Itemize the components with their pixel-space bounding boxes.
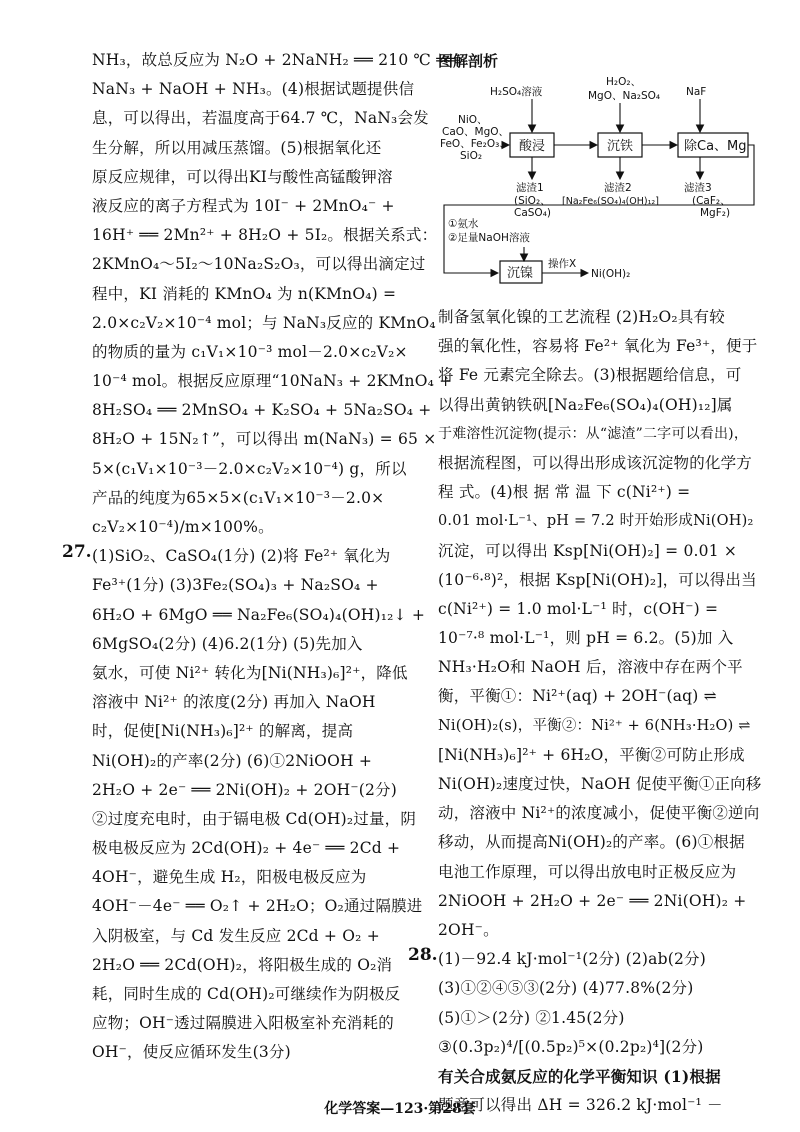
- text-line: 的物质的量为 c₁V₁×10⁻³ mol－2.0×c₂V₂×: [92, 342, 408, 361]
- text-line: Fe³⁺(1分) (3)3Fe₂(SO₄)₃ + Na₂SO₄ +: [92, 576, 379, 595]
- text-line: 产品的纯度为65×5×(c₁V₁×10⁻³－2.0×: [92, 488, 385, 507]
- text-line: 有关合成氨反应的化学平衡知识 (1)根据: [438, 1066, 721, 1086]
- text-line: 生分解，所以用减压蒸馏。(5)根据氧化还: [92, 138, 382, 157]
- question-number: 27.: [62, 542, 92, 563]
- text-line: NaN₃ + NaOH + NH₃。(4)根据试题提供信: [92, 80, 415, 99]
- residue3-line3: MgF₂): [700, 207, 731, 219]
- question-number: 28.: [408, 945, 438, 966]
- box-iron-label: 沉铁: [607, 139, 634, 154]
- text-line: c₂V₂×10⁻⁴)/m×100%。: [92, 518, 274, 536]
- text-line: (1)SiO₂、CaSO₄(1分) (2)将 Fe²⁺ 氧化为: [92, 547, 391, 566]
- text-line: c(Ni²⁺) = 1.0 mol·L⁻¹ 时，c(OH⁻) =: [438, 599, 719, 618]
- text-line: 2OH⁻。: [438, 920, 499, 939]
- text-line: 2H₂O + 2e⁻ ══ 2Ni(OH)₂ + 2OH⁻(2分): [92, 780, 397, 799]
- text-line: 2.0×c₂V₂×10⁻⁴ mol；与 NaN₃反应的 KMnO₄: [92, 313, 436, 332]
- text-line: 0.01 mol·L⁻¹、pH = 7.2 时开始形成Ni(OH)₂: [438, 513, 754, 530]
- text-line: 时，促使[Ni(NH₃)₆]²⁺ 的解离，提高: [92, 722, 354, 741]
- text-line: 极电极反应为 2Cd(OH)₂ + 4e⁻ ══ 2Cd +: [92, 839, 401, 858]
- feed-line3: FeO、Fe₂O₃、: [440, 138, 510, 150]
- reagent-iron-line2: MgO、Na₂SO₄: [588, 90, 661, 102]
- text-line: 息，可以得出，若温度高于64.7 ℃，NaN₃会发: [92, 109, 429, 128]
- text-line: (10⁻⁶·⁸)²，根据 Ksp[Ni(OH)₂]，可以得出当: [438, 570, 757, 589]
- text-line: NH₃，故总反应为 N₂O + 2NaNH₂ ══ 210 ℃ ══: [92, 51, 456, 69]
- text-line: 6H₂O + 6MgO ══ Na₂Fe₆(SO₄)₄(OH)₁₂↓ +: [92, 605, 426, 624]
- residue2-line2: [Na₂Fe₆(SO₄)₄(OH)₁₂]: [562, 196, 659, 207]
- text-line: Ni(OH)₂速度过快，NaOH 促使平衡①正向移: [438, 775, 762, 793]
- text-line: 强的氧化性，容易将 Fe²⁺ 氧化为 Fe³⁺，便于: [438, 337, 758, 356]
- reagent-acid: H₂SO₄溶液: [490, 86, 543, 98]
- text-line: 氨水，可使 Ni²⁺ 转化为[Ni(NH₃)₆]²⁺，降低: [92, 663, 408, 682]
- residue1-line3: CaSO₄): [514, 207, 552, 219]
- text-line: Ni(OH)₂的产率(2分) (6)①2NiOOH +: [92, 751, 373, 770]
- text-line: 制备氢氧化镍的工艺流程 (2)H₂O₂具有较: [438, 308, 725, 326]
- text-line: OH⁻，使反应循环发生(3分): [92, 1043, 291, 1062]
- text-line: 应物；OH⁻透过隔膜进入阳极室补充消耗的: [92, 1014, 394, 1033]
- text-line: 8H₂SO₄ ══ 2MnSO₄ + K₂SO₄ + 5Na₂SO₄ +: [92, 401, 432, 420]
- reagent-ni-line2: ②足量NaOH溶液: [448, 232, 530, 244]
- text-line: 衡，平衡①：Ni²⁺(aq) + 2OH⁻(aq) ⇌: [438, 687, 717, 706]
- text-line: 程中，KI 消耗的 KMnO₄ 为 n(KMnO₄) =: [92, 284, 397, 303]
- text-line: [Ni(NH₃)₆]²⁺ + 6H₂O，平衡②可防止形成: [438, 745, 745, 764]
- reagent-iron-line1: H₂O₂、: [606, 76, 642, 88]
- residue3-line2: (CaF₂、: [692, 195, 731, 207]
- right-column: [408, 50, 762, 1120]
- text-line: 2H₂O ══ 2Cd(OH)₂，将阳极生成的 O₂消: [92, 955, 393, 974]
- left-column: [62, 46, 456, 1068]
- text-line: 沉淀，可以得出 Ksp[Ni(OH)₂] = 0.01 ×: [438, 541, 738, 560]
- text-line: ③(0.3p₂)⁴/[(0.5p₂)⁵×(0.2p₂)⁴](2分): [438, 1037, 704, 1056]
- text-line: 4OH⁻－4e⁻ ══ O₂↑ + 2H₂O；O₂通过隔膜进: [92, 897, 423, 916]
- operation-label: 操作X: [548, 258, 577, 270]
- residue2-title: 滤渣2: [604, 182, 632, 194]
- text-line: 2KMnO₄～5I₂～10Na₂S₂O₃，可以得出滴定过: [92, 255, 426, 274]
- text-line: (5)①＞(2分) ②1.45(2分): [438, 1008, 625, 1027]
- text-line: ②过度充电时，由于镉电极 Cd(OH)₂过量，阴: [92, 809, 417, 828]
- diagram-title: 图解剖析: [438, 52, 499, 70]
- feed-line4: SiO₂: [460, 150, 483, 162]
- text-line: 移动，从而提高Ni(OH)₂的产率。(6)①根据: [438, 833, 745, 852]
- text-line: 以得出黄钠铁矾[Na₂Fe₆(SO₄)₄(OH)₁₂]属: [438, 395, 733, 414]
- text-line: NH₃·H₂O和 NaOH 后，溶液中存在两个平: [438, 658, 743, 677]
- text-line: 程 式。(4)根 据 常 温 下 c(Ni²⁺) =: [438, 483, 691, 502]
- text-line: 入阴极室，与 Cd 发生反应 2Cd + O₂ +: [92, 926, 380, 945]
- text-line: 2NiOOH + 2H₂O + 2e⁻ ══ 2Ni(OH)₂ +: [438, 891, 747, 910]
- text-line: 6MgSO₄(2分) (4)6.2(1分) (5)先加入: [92, 634, 363, 653]
- text-line: 4OH⁻，避免生成 H₂，阳极电极反应为: [92, 868, 367, 887]
- product-label: Ni(OH)₂: [591, 268, 631, 280]
- text-line: Ni(OH)₂(s)，平衡②：Ni²⁺ + 6(NH₃·H₂O) ⇌: [438, 717, 751, 734]
- text-line: 题意可以得出 ΔH = 326.2 kJ·mol⁻¹ －: [438, 1096, 723, 1115]
- text-line: 溶液中 Ni²⁺ 的浓度(2分) 再加入 NaOH: [92, 693, 376, 712]
- reagent-ni-line1: ①氨水: [448, 218, 479, 230]
- feed-line2: CaO、MgO、: [442, 126, 510, 138]
- text-line: 原反应规律，可以得出KI与酸性高锰酸钾溶: [92, 167, 393, 186]
- text-line: (3)①②④⑤③(2分) (4)77.8%(2分): [438, 979, 694, 998]
- text-line: 10⁻⁴ mol。根据反应原理“10NaN₃ + 2KMnO₄ +: [92, 372, 453, 391]
- text-line: 16H⁺ ══ 2Mn²⁺ + 8H₂O + 5I₂。根据关系式：: [92, 226, 438, 245]
- text-line: 5×(c₁V₁×10⁻³－2.0×c₂V₂×10⁻⁴) g，所以: [92, 459, 407, 478]
- text-line: 耗，同时生成的 Cd(OH)₂可继续作为阴极反: [92, 985, 401, 1003]
- text-line: 电池工作原理，可以得出放电时正极反应为: [438, 862, 737, 881]
- text-line: 液反应的离子方程式为 10I⁻ + 2MnO₄⁻ +: [92, 196, 395, 215]
- feed-line1: NiO、: [458, 114, 488, 126]
- text-line: 10⁻⁷·⁸ mol·L⁻¹，则 pH = 6.2。(5)加 入: [438, 629, 734, 648]
- box-camg-label: 除Ca、Mg: [684, 139, 747, 154]
- box-acid-label: 酸浸: [519, 139, 546, 154]
- residue3-title: 滤渣3: [684, 182, 712, 194]
- text-line: (1)－92.4 kJ·mol⁻¹(2分) (2)ab(2分): [438, 950, 706, 969]
- text-line: 动，溶液中 Ni²⁺的浓度减小，促使平衡②逆向: [438, 804, 760, 823]
- process-flow-diagram: [438, 75, 758, 297]
- right-text: [408, 303, 762, 1120]
- page-footer: 化学答案—123·第28套: [324, 1101, 476, 1117]
- text-line: 于难溶性沉淀物(提示：从“滤渣”二字可以看出)，: [438, 425, 749, 442]
- text-line: 根据流程图，可以得出形成该沉淀物的化学方: [438, 453, 753, 472]
- residue1-line2: (SiO₂、: [514, 195, 551, 207]
- question-28: [408, 945, 758, 1120]
- text-line: 8H₂O + 15N₂↑”，可以得出 m(NaN₃) = 65 ×: [92, 430, 437, 449]
- residue1-title: 滤渣1: [516, 182, 544, 194]
- reagent-naf: NaF: [686, 86, 707, 98]
- box-ni-label: 沉镍: [507, 266, 534, 281]
- text-line: 将 Fe 元素完全除去。(3)根据题给信息，可: [438, 366, 742, 385]
